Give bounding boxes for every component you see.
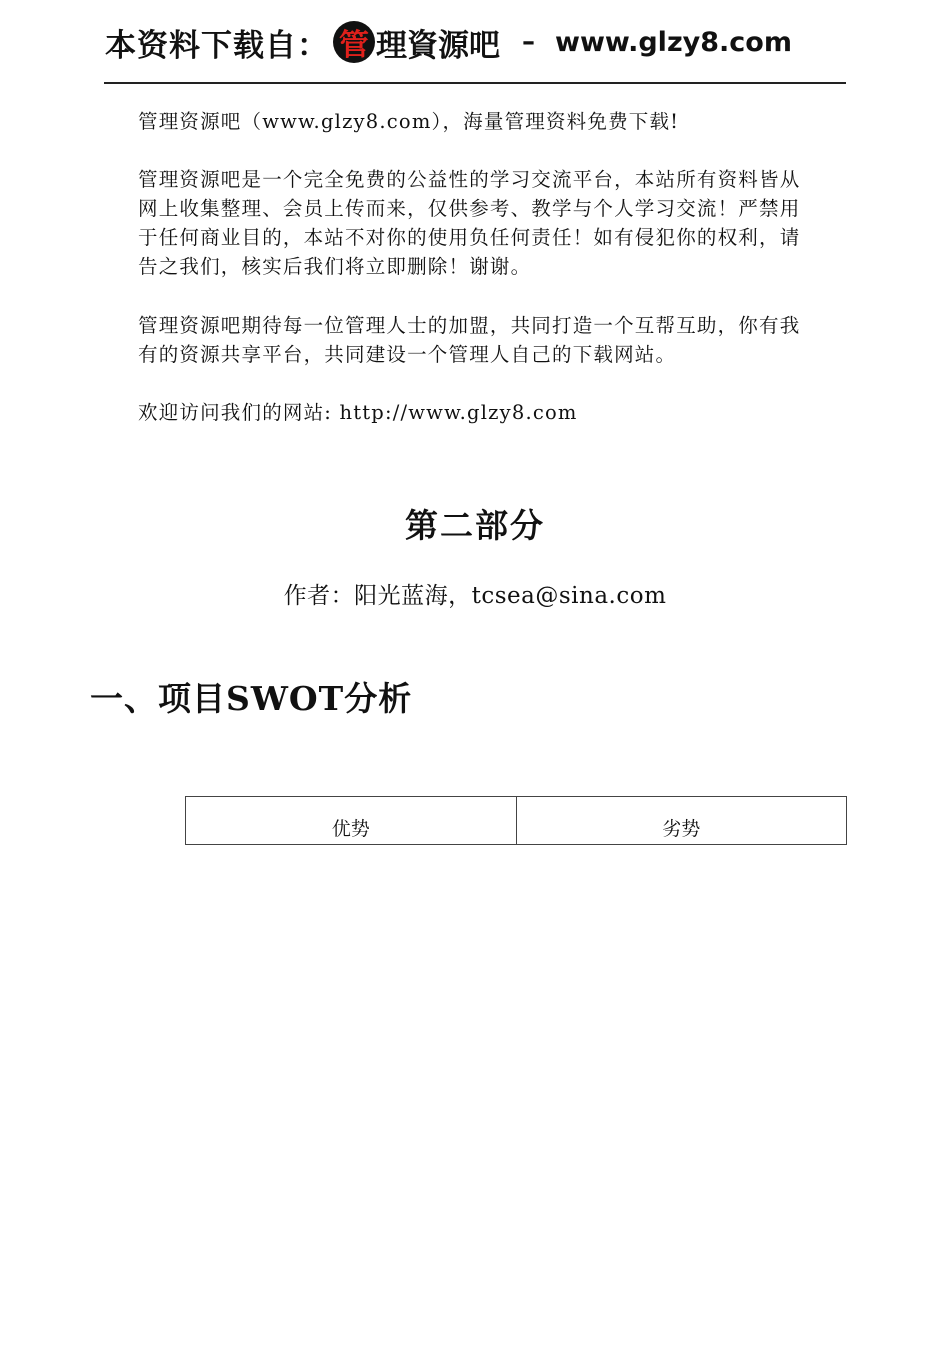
glzy8-logo-icon: 管 xyxy=(333,21,375,63)
table-header-strengths: 优势 xyxy=(186,797,517,845)
intro-website-line[interactable]: 欢迎访问我们的网站: http://www.glzy8.com xyxy=(138,401,578,424)
download-banner xyxy=(105,14,845,70)
banner-separator: – xyxy=(522,27,535,57)
intro-paragraph-3: 管理资源吧期待每一位管理人士的加盟，共同打造一个互帮互助，你有我有的资源共享平台，共同建设一个管理人自己的下载网站。 xyxy=(138,314,801,366)
intro-paragraph-1: 管理资源吧（www.glzy8.com），海量管理资料免费下载! xyxy=(138,110,680,133)
part-title: 第二部分 xyxy=(405,506,545,545)
banner-url[interactable]: www.glzy8.com xyxy=(555,26,792,58)
header-divider xyxy=(104,82,846,84)
banner-brand: 理資源吧 xyxy=(376,27,500,64)
table-header-row xyxy=(186,797,847,845)
section-heading: 一、项目SWOT分析 xyxy=(90,679,413,718)
banner-prefix: 本资料下载自： xyxy=(105,27,329,64)
intro-paragraph-2: 管理资源吧是一个完全免费的公益性的学习交流平台，本站所有资料皆从网上收集整理、会员上传而来，仅供参考、教学与个人学习交流！严禁用于任何商业目的，本站不对你的使用负任何责任！如有侵犯你的权利，请告之我们，核实后我们将立即删除！谢谢。 xyxy=(138,168,801,278)
swot-table xyxy=(185,796,847,845)
table-header-weaknesses: 劣势 xyxy=(516,797,847,845)
author-line: 作者：阳光蓝海，tcsea@sina.com xyxy=(283,583,667,609)
